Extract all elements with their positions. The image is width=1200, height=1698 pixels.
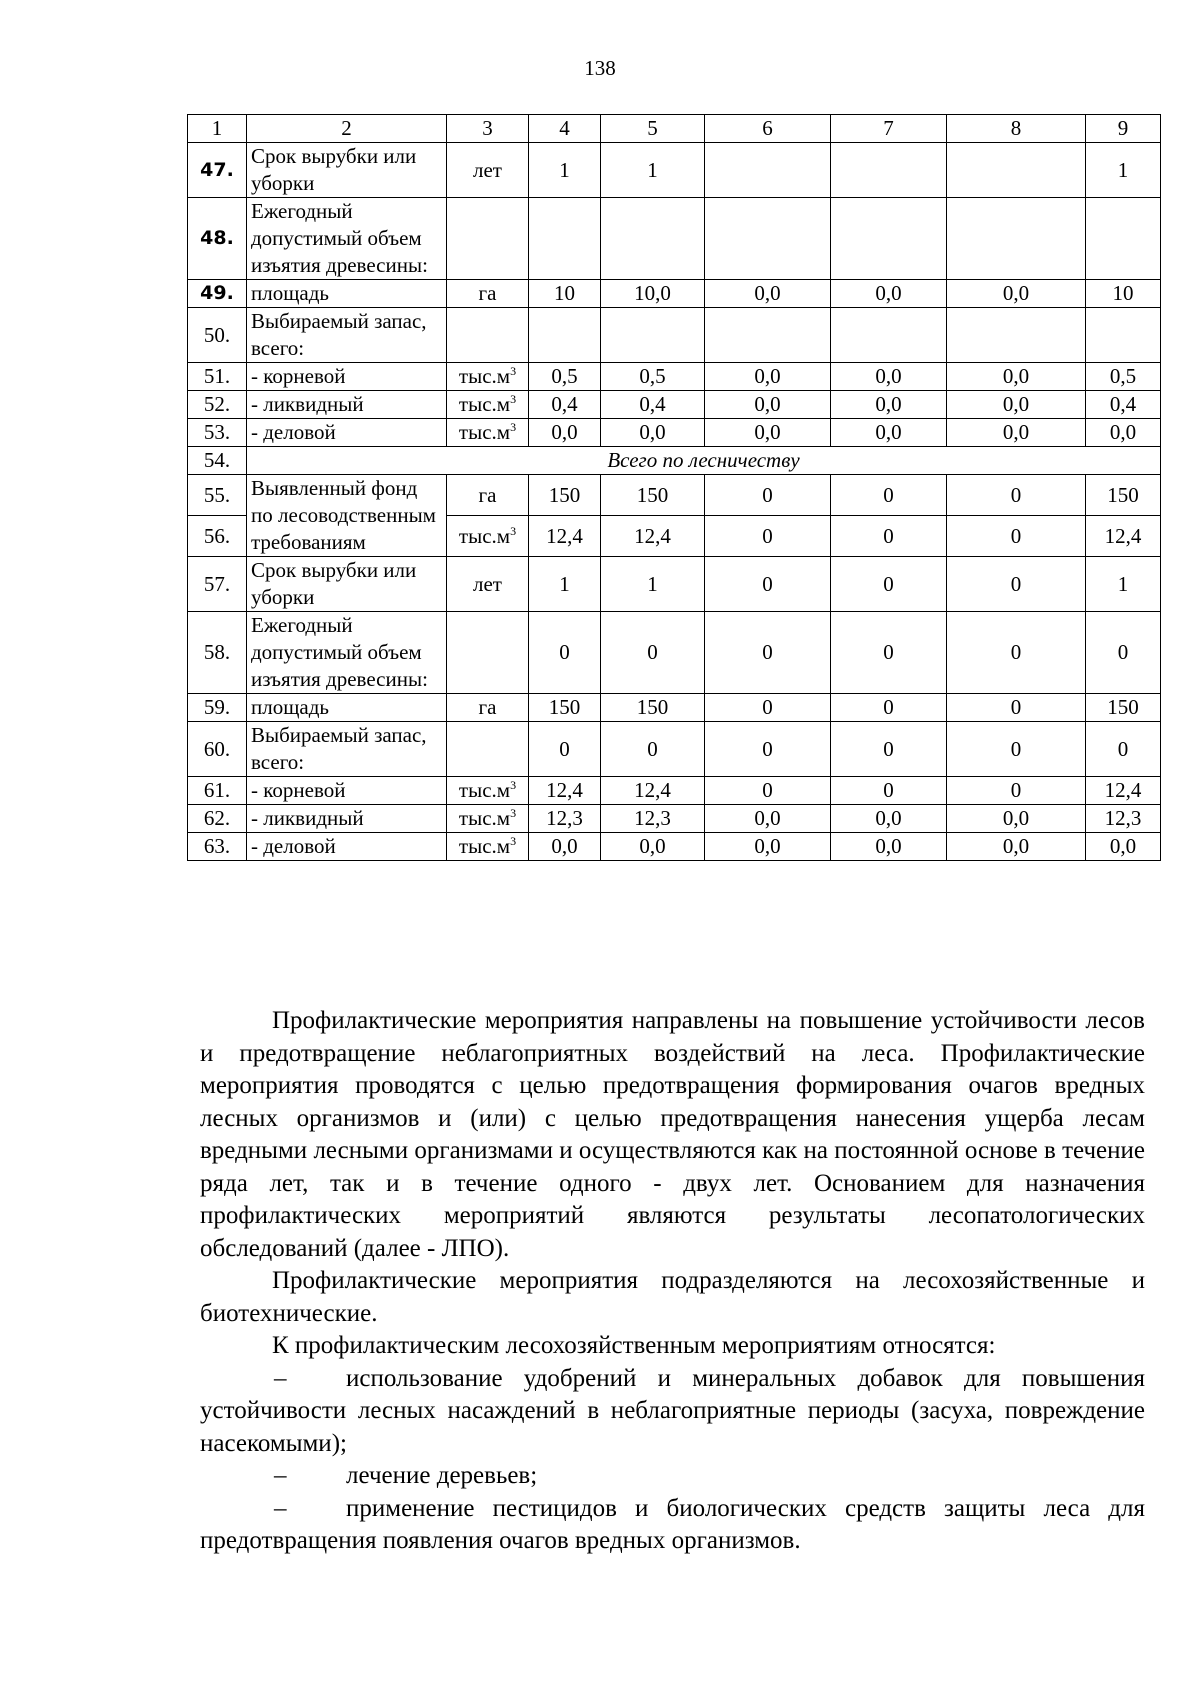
unit-text: лет [473,571,502,596]
forest-data-table [187,114,1161,861]
value-cell: 10 [529,280,601,308]
value-cell: 12,4 [529,777,601,805]
value-cell: 1 [1086,557,1161,612]
row-name: Ежегодный допустимый объем изъятия древесины: [247,198,447,280]
value-cell: 0,0 [705,391,831,419]
value-cell: 0 [831,694,947,722]
value-cell: 0,0 [1086,419,1161,447]
value-cell: 0 [705,516,831,557]
row-name: - корневой [247,363,447,391]
row-unit [447,280,529,308]
value-cell: 0,0 [947,419,1086,447]
value-cell: 150 [1086,694,1161,722]
row-unit [447,557,529,612]
value-cell: 12,4 [529,516,601,557]
value-cell: 0,0 [831,805,947,833]
row-unit [447,198,529,280]
value-cell: 0 [831,516,947,557]
list-item-text: применение пестицидов и биологических средств защиты леса для предотвращения появления очагов вредных организмов. [200,1494,1145,1554]
value-cell: 1 [529,557,601,612]
table-row [188,391,1161,419]
value-cell: 0,0 [601,419,705,447]
row-name: - деловой [247,419,447,447]
value-cell: 0 [705,612,831,694]
value-cell: 1 [1086,143,1161,198]
value-cell: 0 [831,722,947,777]
table-body [188,115,1161,861]
row-number: 57. [188,557,247,612]
page-number: 138 [584,56,616,80]
value-cell [831,198,947,280]
table-row [188,805,1161,833]
value-cell: 10,0 [601,280,705,308]
row-unit [447,475,529,516]
value-cell: 12,3 [1086,805,1161,833]
header-cell: 6 [705,115,831,143]
row-name: Ежегодный допустимый объем изъятия древесины: [247,612,447,694]
table-row [188,833,1161,861]
value-cell: 0,0 [831,833,947,861]
table-row [188,143,1161,198]
list-item-text: использование удобрений и минеральных добавок для повышения устойчивости лесных насаждений в неблагоприятные периоды (засуха, повреждение насекомыми); [200,1364,1145,1457]
value-cell: 12,3 [529,805,601,833]
row-unit [447,777,529,805]
table-row [188,777,1161,805]
unit-superscript: 3 [510,523,517,538]
row-number: 58. [188,612,247,694]
unit-superscript: 3 [510,806,517,820]
value-cell [705,143,831,198]
table-row [188,308,1161,363]
unit-text: га [478,482,497,507]
unit-text: тыс.м [458,806,511,830]
value-cell: 0 [1086,722,1161,777]
value-cell: 0,5 [529,363,601,391]
unit-superscript: 3 [510,834,517,848]
value-cell: 12,4 [1086,516,1161,557]
unit-text: тыс.м [458,364,511,388]
value-cell: 0,0 [831,419,947,447]
value-cell: 0,0 [705,833,831,861]
unit-superscript: 3 [510,778,517,792]
value-cell: 150 [529,475,601,516]
value-cell: 0 [947,557,1086,612]
list-item [200,1460,1145,1493]
list-dash: – [274,1364,287,1392]
value-cell: 1 [529,143,601,198]
row-unit [447,694,529,722]
value-cell [601,198,705,280]
row-unit [447,308,529,363]
unit-text: тыс.м [458,778,511,802]
row-name: площадь [247,280,447,308]
value-cell [1086,198,1161,280]
table-row [188,280,1161,308]
unit-text: тыс.м [458,834,511,858]
value-cell [947,308,1086,363]
table-row [188,447,1161,475]
value-cell: 0,0 [705,419,831,447]
value-cell: 0 [705,722,831,777]
unit-text: га [478,695,497,719]
list-item [200,1493,1145,1558]
value-cell [1086,308,1161,363]
value-cell: 0 [947,777,1086,805]
list-dash: – [274,1494,287,1522]
value-cell: 12,4 [601,777,705,805]
row-name: Выбираемый запас, всего: [247,722,447,777]
value-cell: 0,0 [947,280,1086,308]
value-cell: 0,0 [1086,833,1161,861]
value-cell: 0,0 [947,391,1086,419]
unit-text: тыс.м [458,392,511,416]
unit-text: лет [473,157,502,182]
value-cell: 0 [601,722,705,777]
value-cell: 0,4 [529,391,601,419]
table-row [188,363,1161,391]
value-cell: 150 [529,694,601,722]
value-cell [947,198,1086,280]
row-number: 55. [188,475,247,516]
value-cell: 0,0 [831,391,947,419]
value-cell: 150 [1086,475,1161,516]
row-unit [447,612,529,694]
header-cell: 4 [529,115,601,143]
header-cell: 2 [247,115,447,143]
value-cell [601,308,705,363]
row-number: 56. [188,516,247,557]
row-number: 52. [188,391,247,419]
value-cell: 12,4 [1086,777,1161,805]
value-cell: 0,0 [529,833,601,861]
value-cell: 0 [947,516,1086,557]
unit-text: га [478,281,497,305]
value-cell [705,198,831,280]
row-number: 61. [188,777,247,805]
value-cell: 0,5 [1086,363,1161,391]
list-dash: – [274,1462,287,1489]
value-cell: 0 [831,475,947,516]
table-row [188,198,1161,280]
value-cell: 1 [601,557,705,612]
header-cell: 7 [831,115,947,143]
value-cell: 0 [947,612,1086,694]
row-number: 48. [188,198,247,280]
value-cell: 0 [831,557,947,612]
value-cell: 150 [601,694,705,722]
table-row [188,694,1161,722]
header-cell: 8 [947,115,1086,143]
value-cell: 0 [947,694,1086,722]
row-unit [447,391,529,419]
header-cell: 5 [601,115,705,143]
row-name: Срок вырубки или уборки [247,143,447,198]
value-cell: 150 [601,475,705,516]
body-text [200,1005,1145,1558]
value-cell: 0,0 [831,280,947,308]
row-name: Срок вырубки или уборки [247,557,447,612]
value-cell [947,143,1086,198]
paragraph: Профилактические мероприятия направлены на повышение устойчивости лесов и предотвращение неблагоприятных воздействий на леса. Профилактические мероприятия проводятся с целью предотвращения формирования очагов вредных лесных организмов и (или) с целью предотвращения нанесения ущерба лесам вредными лесными организмами и осуществляются как на постоянной основе в течение ряда лет, так и в течение одного - двух лет. Основанием для назначения профилактических мероприятий являются результаты лесопатологических обследований (далее - ЛПО). [200,1007,1145,1262]
table-row [188,419,1161,447]
list-item [200,1363,1145,1461]
row-number: 59. [188,694,247,722]
row-number: 53. [188,419,247,447]
value-cell: 0 [1086,612,1161,694]
table-row [188,612,1161,694]
value-cell: 10 [1086,280,1161,308]
value-cell: 1 [601,143,705,198]
row-name: - деловой [247,833,447,861]
value-cell: 0 [947,722,1086,777]
value-cell: 12,4 [601,516,705,557]
row-number: 62. [188,805,247,833]
row-name: Выбираемый запас, всего: [247,308,447,363]
row-unit [447,516,529,557]
value-cell: 0,0 [947,363,1086,391]
unit-text: тыс.м [458,523,511,548]
row-number: 60. [188,722,247,777]
row-unit [447,419,529,447]
row-number: 50. [188,308,247,363]
paragraph: Профилактические мероприятия подразделяются на лесохозяйственные и биотехнические. [200,1267,1145,1327]
value-cell [831,143,947,198]
value-cell: 0 [529,612,601,694]
unit-superscript: 3 [510,364,517,378]
row-name: - ликвидный [247,805,447,833]
row-number: 47. [188,143,247,198]
header-cell: 3 [447,115,529,143]
value-cell [705,308,831,363]
value-cell: 0 [705,777,831,805]
value-cell [831,308,947,363]
table-row [188,722,1161,777]
value-cell: 0,0 [947,805,1086,833]
row-unit [447,722,529,777]
paragraph: К профилактическим лесохозяйственным мероприятиям относятся: [272,1332,996,1359]
value-cell [529,308,601,363]
row-unit [447,363,529,391]
row-unit [447,143,529,198]
value-cell: 0,0 [831,363,947,391]
value-cell: 0,0 [705,363,831,391]
header-cell: 1 [188,115,247,143]
value-cell: 0 [529,722,601,777]
list-item-text: лечение деревьев; [346,1462,538,1489]
row-number: 51. [188,363,247,391]
header-cell: 9 [1086,115,1161,143]
unit-superscript: 3 [510,420,517,434]
value-cell: 0 [705,694,831,722]
row-name: площадь [247,694,447,722]
value-cell: 0,5 [601,363,705,391]
value-cell: 12,3 [601,805,705,833]
value-cell: 0 [601,612,705,694]
row-number: 54. [188,447,247,475]
value-cell: 0 [831,612,947,694]
value-cell: 0 [705,557,831,612]
table-header-row [188,115,1161,143]
row-name: - корневой [247,777,447,805]
value-cell: 0,0 [705,805,831,833]
value-cell: 0 [947,475,1086,516]
unit-text: тыс.м [458,420,511,444]
value-cell: 0,0 [947,833,1086,861]
value-cell: 0,0 [601,833,705,861]
row-name: Выявленный фонд по лесоводственным требованиям [247,475,447,557]
value-cell: 0,4 [601,391,705,419]
value-cell: 0,4 [1086,391,1161,419]
row-unit [447,805,529,833]
row-number: 49. [188,280,247,308]
value-cell: 0,0 [529,419,601,447]
row-unit [447,833,529,861]
row-name: - ликвидный [247,391,447,419]
unit-superscript: 3 [510,392,517,406]
value-cell [529,198,601,280]
table-row [188,475,1161,516]
row-number: 63. [188,833,247,861]
table-row [188,557,1161,612]
value-cell: 0,0 [705,280,831,308]
section-title: Всего по лесничеству [247,447,1161,475]
value-cell: 0 [705,475,831,516]
value-cell: 0 [831,777,947,805]
